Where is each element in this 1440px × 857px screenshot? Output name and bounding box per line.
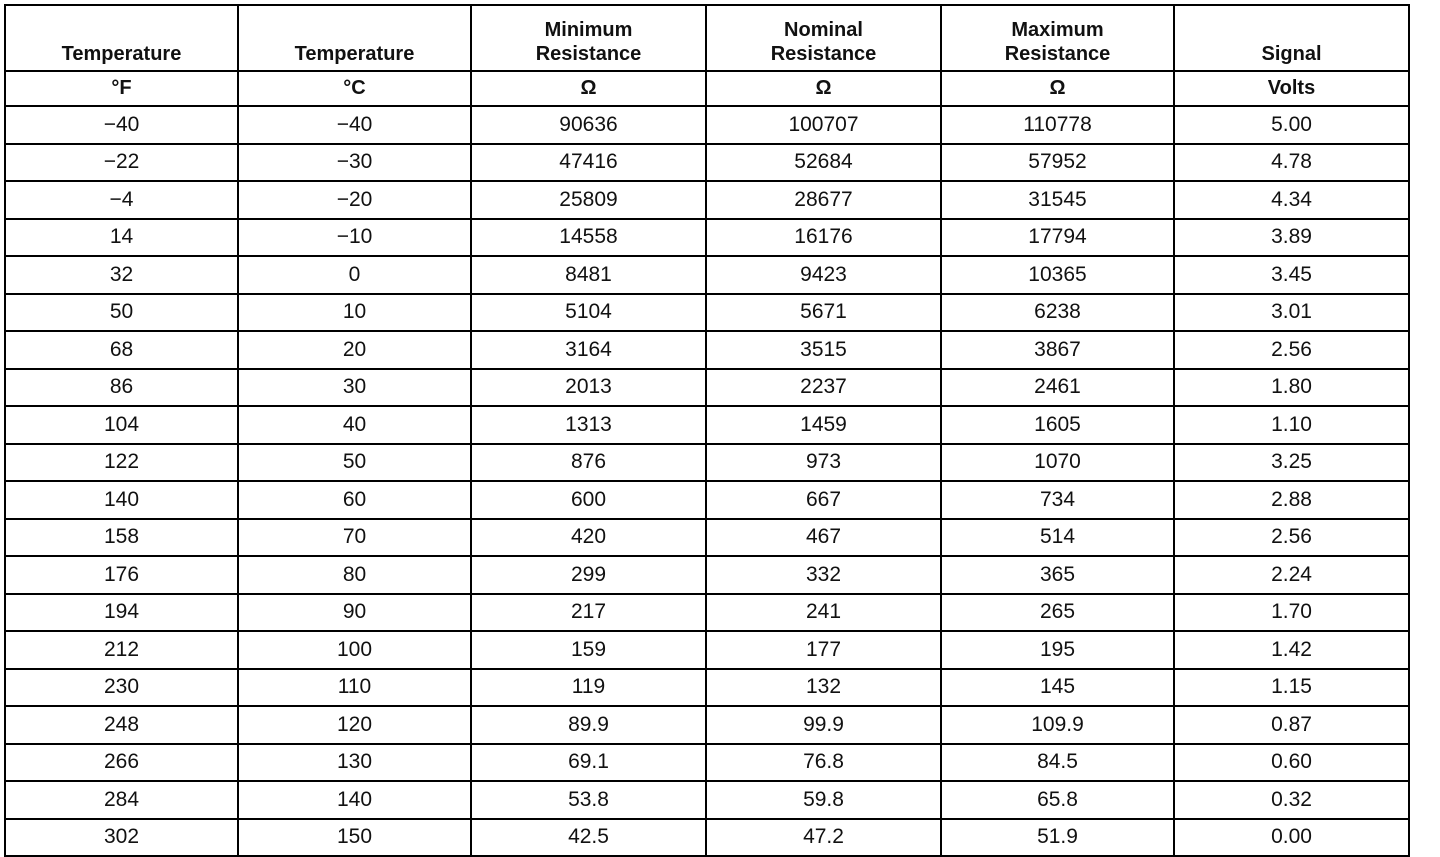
table-row — [5, 219, 1409, 257]
header-line2: Resistance — [535, 43, 642, 65]
header-line2: Temperature — [61, 43, 182, 65]
table-cell: 2013 — [471, 369, 706, 407]
header-line1: Minimum — [544, 19, 633, 41]
header-minimum-resistance — [471, 5, 706, 71]
table-cell: 217 — [471, 594, 706, 632]
table-cell: 2237 — [706, 369, 941, 407]
table-cell: 59.8 — [706, 781, 941, 819]
table-cell: 734 — [941, 481, 1174, 519]
table-cell: 420 — [471, 519, 706, 557]
table-cell: 1.15 — [1174, 669, 1409, 707]
header-line2: Resistance — [1004, 43, 1111, 65]
table-cell: 32 — [5, 256, 238, 294]
unit-cell: Ω — [941, 71, 1174, 106]
table-cell: 195 — [941, 631, 1174, 669]
table-cell: 80 — [238, 556, 471, 594]
table-cell: 1.42 — [1174, 631, 1409, 669]
table-cell: 1605 — [941, 406, 1174, 444]
table-cell: 65.8 — [941, 781, 1174, 819]
table-cell: 2461 — [941, 369, 1174, 407]
table-cell: 1459 — [706, 406, 941, 444]
table-row — [5, 669, 1409, 707]
table-cell: 299 — [471, 556, 706, 594]
table-cell: 2.56 — [1174, 519, 1409, 557]
table-cell: 212 — [5, 631, 238, 669]
table-cell: 2.24 — [1174, 556, 1409, 594]
table-cell: 332 — [706, 556, 941, 594]
table-cell: 159 — [471, 631, 706, 669]
table-cell: 50 — [238, 444, 471, 482]
table-row — [5, 256, 1409, 294]
table-row — [5, 819, 1409, 857]
table-cell: 14 — [5, 219, 238, 257]
table-cell: −40 — [238, 106, 471, 144]
table-cell: 2.56 — [1174, 331, 1409, 369]
table-cell: 109.9 — [941, 706, 1174, 744]
table-cell: 76.8 — [706, 744, 941, 782]
table-cell: −4 — [5, 181, 238, 219]
table-cell: 99.9 — [706, 706, 941, 744]
table-cell: 130 — [238, 744, 471, 782]
table-row — [5, 781, 1409, 819]
table-row — [5, 294, 1409, 332]
table-cell: 132 — [706, 669, 941, 707]
table-cell: 100707 — [706, 106, 941, 144]
table-cell: 119 — [471, 669, 706, 707]
header-nominal-resistance — [706, 5, 941, 71]
table-row — [5, 331, 1409, 369]
unit-cell: Ω — [471, 71, 706, 106]
table-row — [5, 144, 1409, 182]
table-cell: 150 — [238, 819, 471, 857]
table-cell: 284 — [5, 781, 238, 819]
table-cell: 5104 — [471, 294, 706, 332]
table-cell: 2.88 — [1174, 481, 1409, 519]
table-row — [5, 444, 1409, 482]
table-cell: 10365 — [941, 256, 1174, 294]
table-cell: 86 — [5, 369, 238, 407]
unit-cell: °C — [238, 71, 471, 106]
table-cell: −10 — [238, 219, 471, 257]
table-cell: 3164 — [471, 331, 706, 369]
table-cell: 0.00 — [1174, 819, 1409, 857]
table-cell: 3867 — [941, 331, 1174, 369]
table-cell: 1313 — [471, 406, 706, 444]
table-cell: 16176 — [706, 219, 941, 257]
table-cell: 3.89 — [1174, 219, 1409, 257]
table-cell: 70 — [238, 519, 471, 557]
table-cell: 5.00 — [1174, 106, 1409, 144]
resistance-table — [4, 4, 1410, 857]
table-row — [5, 519, 1409, 557]
unit-cell: Ω — [706, 71, 941, 106]
table-row — [5, 744, 1409, 782]
table-cell: 28677 — [706, 181, 941, 219]
units-row — [5, 71, 1409, 106]
table-cell: 1.70 — [1174, 594, 1409, 632]
table-cell: 5671 — [706, 294, 941, 332]
header-line2: Temperature — [294, 43, 415, 65]
table-cell: 47.2 — [706, 819, 941, 857]
table-cell: −20 — [238, 181, 471, 219]
table-row — [5, 481, 1409, 519]
table-cell: 57952 — [941, 144, 1174, 182]
table-cell: 60 — [238, 481, 471, 519]
table-cell: 68 — [5, 331, 238, 369]
unit-cell: °F — [5, 71, 238, 106]
table-row — [5, 594, 1409, 632]
table-cell: 40 — [238, 406, 471, 444]
table-cell: 50 — [5, 294, 238, 332]
table-cell: 266 — [5, 744, 238, 782]
table-cell: 4.34 — [1174, 181, 1409, 219]
header-signal — [1174, 5, 1409, 71]
table-row — [5, 631, 1409, 669]
header-line1: Maximum — [1011, 19, 1104, 41]
table-cell: 14558 — [471, 219, 706, 257]
table-cell: 0 — [238, 256, 471, 294]
table-cell: 3515 — [706, 331, 941, 369]
header-temperature-f — [5, 5, 238, 71]
table-cell: 100 — [238, 631, 471, 669]
table-cell: 145 — [941, 669, 1174, 707]
table-cell: 8481 — [471, 256, 706, 294]
table-cell: 10 — [238, 294, 471, 332]
table-cell: 1070 — [941, 444, 1174, 482]
header-maximum-resistance — [941, 5, 1174, 71]
table-cell: 25809 — [471, 181, 706, 219]
table-cell: 104 — [5, 406, 238, 444]
table-cell: 600 — [471, 481, 706, 519]
table-cell: 110 — [238, 669, 471, 707]
table-cell: 47416 — [471, 144, 706, 182]
header-row — [5, 5, 1409, 71]
table-row — [5, 556, 1409, 594]
table-row — [5, 369, 1409, 407]
table-cell: 52684 — [706, 144, 941, 182]
table-cell: 248 — [5, 706, 238, 744]
table-cell: 89.9 — [471, 706, 706, 744]
table-cell: 31545 — [941, 181, 1174, 219]
table-cell: 4.78 — [1174, 144, 1409, 182]
table-cell: −22 — [5, 144, 238, 182]
table-cell: 230 — [5, 669, 238, 707]
table-cell: 365 — [941, 556, 1174, 594]
table-body — [5, 106, 1409, 856]
table-cell: 140 — [238, 781, 471, 819]
table-cell: 0.60 — [1174, 744, 1409, 782]
table-cell: 0.87 — [1174, 706, 1409, 744]
table-cell: 158 — [5, 519, 238, 557]
table-cell: 6238 — [941, 294, 1174, 332]
table-cell: 120 — [238, 706, 471, 744]
table-row — [5, 706, 1409, 744]
table-cell: 110778 — [941, 106, 1174, 144]
table-row — [5, 106, 1409, 144]
header-temperature-c — [238, 5, 471, 71]
table-cell: 90636 — [471, 106, 706, 144]
table-cell: 467 — [706, 519, 941, 557]
table-cell: 51.9 — [941, 819, 1174, 857]
table-cell: 241 — [706, 594, 941, 632]
table-cell: 42.5 — [471, 819, 706, 857]
header-line2: Signal — [1261, 43, 1322, 65]
table-cell: 140 — [5, 481, 238, 519]
table-row — [5, 406, 1409, 444]
table-cell: 1.10 — [1174, 406, 1409, 444]
table-cell: 53.8 — [471, 781, 706, 819]
table-cell: 177 — [706, 631, 941, 669]
table-cell: 973 — [706, 444, 941, 482]
table-row — [5, 181, 1409, 219]
table-cell: 876 — [471, 444, 706, 482]
table-cell: 84.5 — [941, 744, 1174, 782]
table-cell: 30 — [238, 369, 471, 407]
table-cell: 122 — [5, 444, 238, 482]
table-cell: 69.1 — [471, 744, 706, 782]
table-cell: 514 — [941, 519, 1174, 557]
table-cell: 667 — [706, 481, 941, 519]
unit-cell: Volts — [1174, 71, 1409, 106]
table-cell: −30 — [238, 144, 471, 182]
table-cell: 3.01 — [1174, 294, 1409, 332]
table-cell: 17794 — [941, 219, 1174, 257]
header-line1: Nominal — [784, 19, 863, 41]
table-cell: 20 — [238, 331, 471, 369]
table-cell: 302 — [5, 819, 238, 857]
table-cell: 194 — [5, 594, 238, 632]
table-cell: 176 — [5, 556, 238, 594]
table-cell: 3.45 — [1174, 256, 1409, 294]
table-cell: 265 — [941, 594, 1174, 632]
table-cell: −40 — [5, 106, 238, 144]
header-line2: Resistance — [770, 43, 877, 65]
table-cell: 90 — [238, 594, 471, 632]
table-cell: 0.32 — [1174, 781, 1409, 819]
table-cell: 1.80 — [1174, 369, 1409, 407]
table-cell: 9423 — [706, 256, 941, 294]
table-cell: 3.25 — [1174, 444, 1409, 482]
